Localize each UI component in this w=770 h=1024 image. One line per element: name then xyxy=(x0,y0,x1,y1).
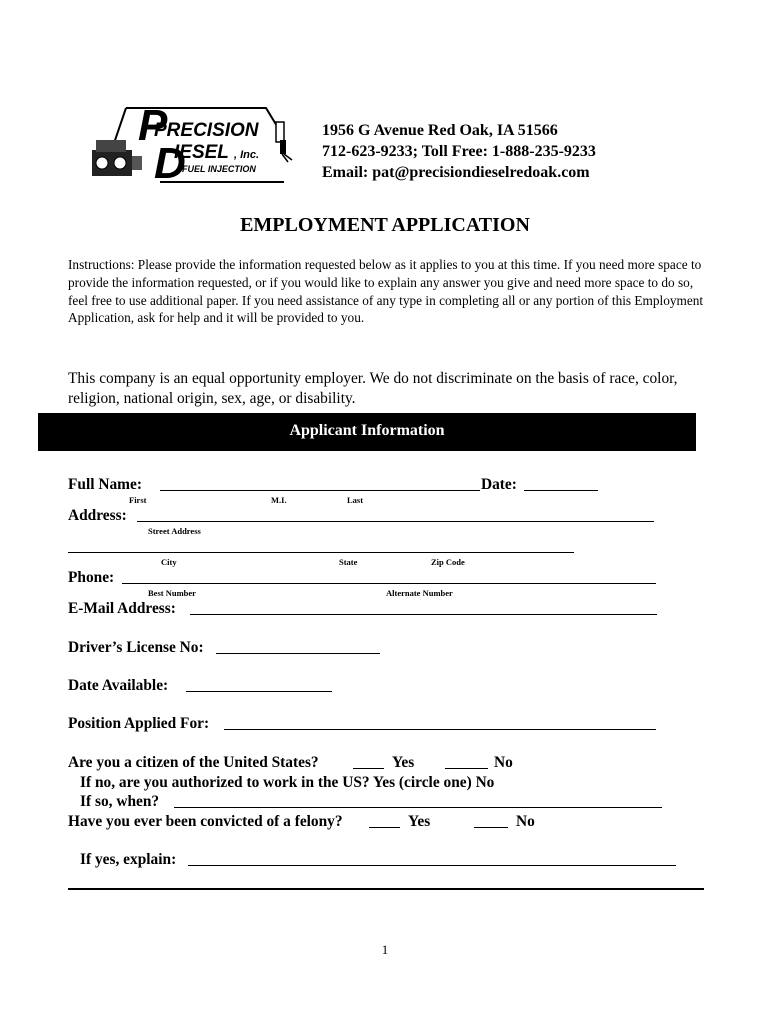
citizen-no-label: No xyxy=(494,754,513,771)
felony-question: Have you ever been convicted of a felony? xyxy=(68,813,343,830)
street-address-field[interactable] xyxy=(137,507,654,522)
eeo-statement: This company is an equal opportunity employer. We do not discriminate on the basis of race, color, religion, national origin, sex, age, or disability. xyxy=(68,370,678,407)
city-state-zip-field[interactable] xyxy=(68,538,574,553)
injector-illustration xyxy=(276,122,292,162)
section-header-band xyxy=(38,413,696,451)
felony-no-field[interactable] xyxy=(474,813,508,828)
phone-field[interactable] xyxy=(122,569,656,584)
company-address: 1956 G Avenue Red Oak, IA 51566 xyxy=(322,122,558,139)
company-phone: 712-623-9233; Toll Free: 1-888-235-9233 xyxy=(322,143,596,160)
section-header-title: Applicant Information xyxy=(289,422,445,439)
citizen-question: Are you a citizen of the United States? xyxy=(68,754,319,771)
zip-code-caption: Zip Code xyxy=(431,557,465,567)
svg-text:PRECISION: PRECISION xyxy=(154,120,259,141)
full-name-field[interactable] xyxy=(160,476,480,491)
city-caption: City xyxy=(161,557,177,567)
position-field[interactable] xyxy=(224,715,656,730)
middle-initial-caption: M.I. xyxy=(271,495,287,505)
date-available-field[interactable] xyxy=(186,677,332,692)
date-label: Date: xyxy=(481,476,517,493)
if-so-label: If so, when? xyxy=(80,793,160,810)
svg-text:IESEL: IESEL xyxy=(174,142,229,163)
svg-text:FUEL INJECTION: FUEL INJECTION xyxy=(182,164,256,174)
full-name-label: Full Name: xyxy=(68,476,142,493)
date-available-label: Date Available: xyxy=(68,677,169,694)
first-name-caption: First xyxy=(129,495,147,505)
felony-no-label: No xyxy=(516,813,535,830)
position-label: Position Applied For: xyxy=(68,715,210,732)
date-field[interactable] xyxy=(524,476,598,491)
svg-text:, Inc.: , Inc. xyxy=(234,149,260,161)
company-email: Email: pat@precisiondieselredoak.com xyxy=(322,164,590,181)
svg-text:D: D xyxy=(154,139,186,188)
state-caption: State xyxy=(339,557,358,567)
last-name-caption: Last xyxy=(347,495,364,505)
email-label: E-Mail Address: xyxy=(68,600,176,617)
page-number: 1 xyxy=(381,942,389,957)
felony-yes-field[interactable] xyxy=(369,813,400,828)
felony-explanation-field[interactable] xyxy=(188,851,676,866)
if-yes-label: If yes, explain: xyxy=(80,851,177,868)
citizen-yes-label: Yes xyxy=(392,754,415,771)
svg-text:P: P xyxy=(138,101,168,150)
drivers-license-label: Driver’s License No: xyxy=(68,639,204,656)
address-label: Address: xyxy=(68,507,127,524)
authorized-date-field[interactable] xyxy=(174,793,662,808)
alternate-number-caption: Alternate Number xyxy=(386,588,453,598)
drivers-license-field[interactable] xyxy=(216,639,380,654)
page-title: EMPLOYMENT APPLICATION xyxy=(240,214,530,236)
felony-yes-label: Yes xyxy=(408,813,431,830)
street-address-caption: Street Address xyxy=(148,526,201,536)
citizen-no-field[interactable] xyxy=(445,754,488,769)
email-field[interactable] xyxy=(190,600,657,615)
phone-label: Phone: xyxy=(68,569,115,586)
citizen-yes-field[interactable] xyxy=(353,754,384,769)
authorized-question: If no, are you authorized to work in the US? Yes (circle one) No xyxy=(80,774,495,791)
section-divider xyxy=(68,888,704,890)
fuel-pump-illustration xyxy=(92,140,142,176)
best-number-caption: Best Number xyxy=(148,588,196,598)
precision-diesel-logo xyxy=(88,100,303,190)
instructions-text: Instructions: Please provide the information requested below as it applies to you at this time. If you need more space to provide the information requested, or if you would like to explain any answer you give and need more space to do so, feel free to use additional paper. If you need assistance of any type in completing all or any portion of this Employment Application, ask for help and it will be provided to you. xyxy=(68,257,704,326)
